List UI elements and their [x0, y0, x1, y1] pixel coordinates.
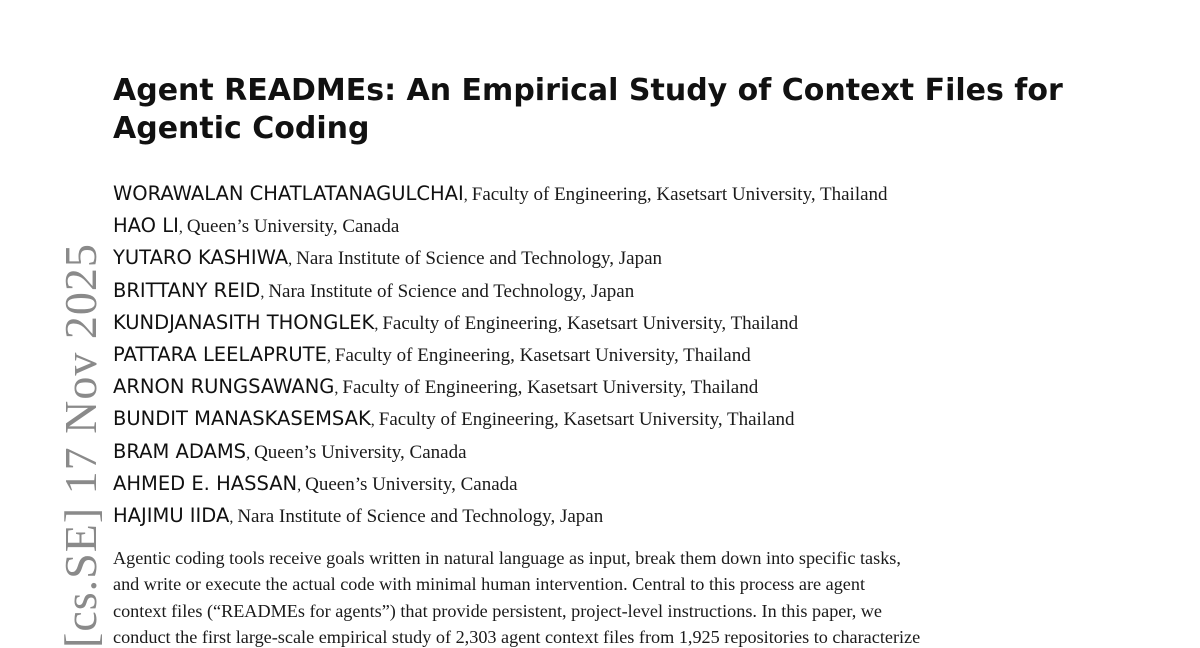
- author-affiliation: Faculty of Engineering, Kasetsart University, Thailand: [382, 312, 799, 334]
- author-entry: ARNON RUNGSAWANG, Faculty of Engineering, Kasetsart University, Thailand: [113, 375, 759, 399]
- author-affiliation: Faculty of Engineering, Kasetsart University, Thailand: [471, 184, 888, 205]
- author-name: BRITTANY REID: [113, 278, 261, 302]
- author-entry: BRAM ADAMS, Queen’s University, Canada: [113, 439, 467, 463]
- author-entry: BUNDIT MANASKASEMSAK, Faculty of Engineering, Kasetsart University, Thailand: [113, 407, 795, 431]
- paper-title: [113, 72, 1073, 148]
- author-affiliation: Nara Institute of Science and Technology, Japan: [237, 505, 604, 527]
- author-affiliation: Queen’s University, Canada: [186, 216, 400, 238]
- author-entry: HAJIMU IIDA, Nara Institute of Science and Technology, Japan: [113, 503, 604, 527]
- author-affiliation: Faculty of Engineering, Kasetsart University, Thailand: [334, 344, 751, 366]
- author-name: HAJIMU IIDA: [113, 503, 230, 527]
- author-list: [113, 178, 888, 532]
- author-affiliation: Queen’s University, Canada: [305, 473, 518, 495]
- abstract-line: Agentic coding tools receive goals written in natural language as input, break them down into specific tasks,: [113, 548, 901, 568]
- author-name: ARNON RUNGSAWANG: [113, 375, 335, 399]
- author-entry: HAO LI, Queen’s University, Canada: [113, 214, 400, 238]
- author-name: AHMED E. HASSAN: [113, 471, 298, 495]
- author-affiliation: Nara Institute of Science and Technology, Japan: [296, 248, 663, 270]
- author-name: WORAWALAN CHATLATANAGULCHAI: [113, 182, 464, 205]
- author-name: BUNDIT MANASKASEMSAK: [113, 407, 371, 431]
- author-affiliation: Queen’s University, Canada: [254, 441, 467, 463]
- arxiv-side-stamp: [cs.SE] 17 Nov 2025: [55, 243, 106, 648]
- author-entry: PATTARA LEELAPRUTE, Faculty of Engineering, Kasetsart University, Thailand: [113, 342, 751, 366]
- author-entry: BRITTANY REID, Nara Institute of Science and Technology, Japan: [113, 278, 635, 302]
- author-affiliation: Faculty of Engineering, Kasetsart University, Thailand: [378, 409, 795, 431]
- title-line-1: Agent READMEs: An Empirical Study of Context Files for: [113, 73, 1063, 108]
- abstract-line: and write or execute the actual code with minimal human intervention. Central to this process are agent: [113, 574, 866, 595]
- author-name: BRAM ADAMS: [113, 439, 247, 463]
- author-name: KUNDJANASITH THONGLEK: [113, 310, 375, 334]
- title-line-2: Agentic Coding: [113, 111, 370, 146]
- author-affiliation: Nara Institute of Science and Technology, Japan: [268, 280, 635, 302]
- author-name: YUTARO KASHIWA: [113, 246, 289, 270]
- author-entry: AHMED E. HASSAN, Queen’s University, Canada: [113, 471, 518, 495]
- author-name: PATTARA LEELAPRUTE: [113, 342, 327, 366]
- author-affiliation: Faculty of Engineering, Kasetsart University, Thailand: [342, 377, 759, 399]
- abstract: [113, 545, 1093, 648]
- author-entry: WORAWALAN CHATLATANAGULCHAI, Faculty of Engineering, Kasetsart University, Thailand: [113, 182, 888, 205]
- author-name: HAO LI: [113, 214, 179, 238]
- abstract-line: conduct the first large-scale empirical study of 2,303 agent context files from 1,925 repositories to characterize: [113, 626, 921, 647]
- author-entry: YUTARO KASHIWA, Nara Institute of Science and Technology, Japan: [113, 246, 663, 270]
- abstract-line: context files (“READMEs for agents”) that provide persistent, project-level instructions. In this paper, we: [113, 600, 882, 621]
- author-entry: KUNDJANASITH THONGLEK, Faculty of Engineering, Kasetsart University, Thailand: [113, 310, 799, 334]
